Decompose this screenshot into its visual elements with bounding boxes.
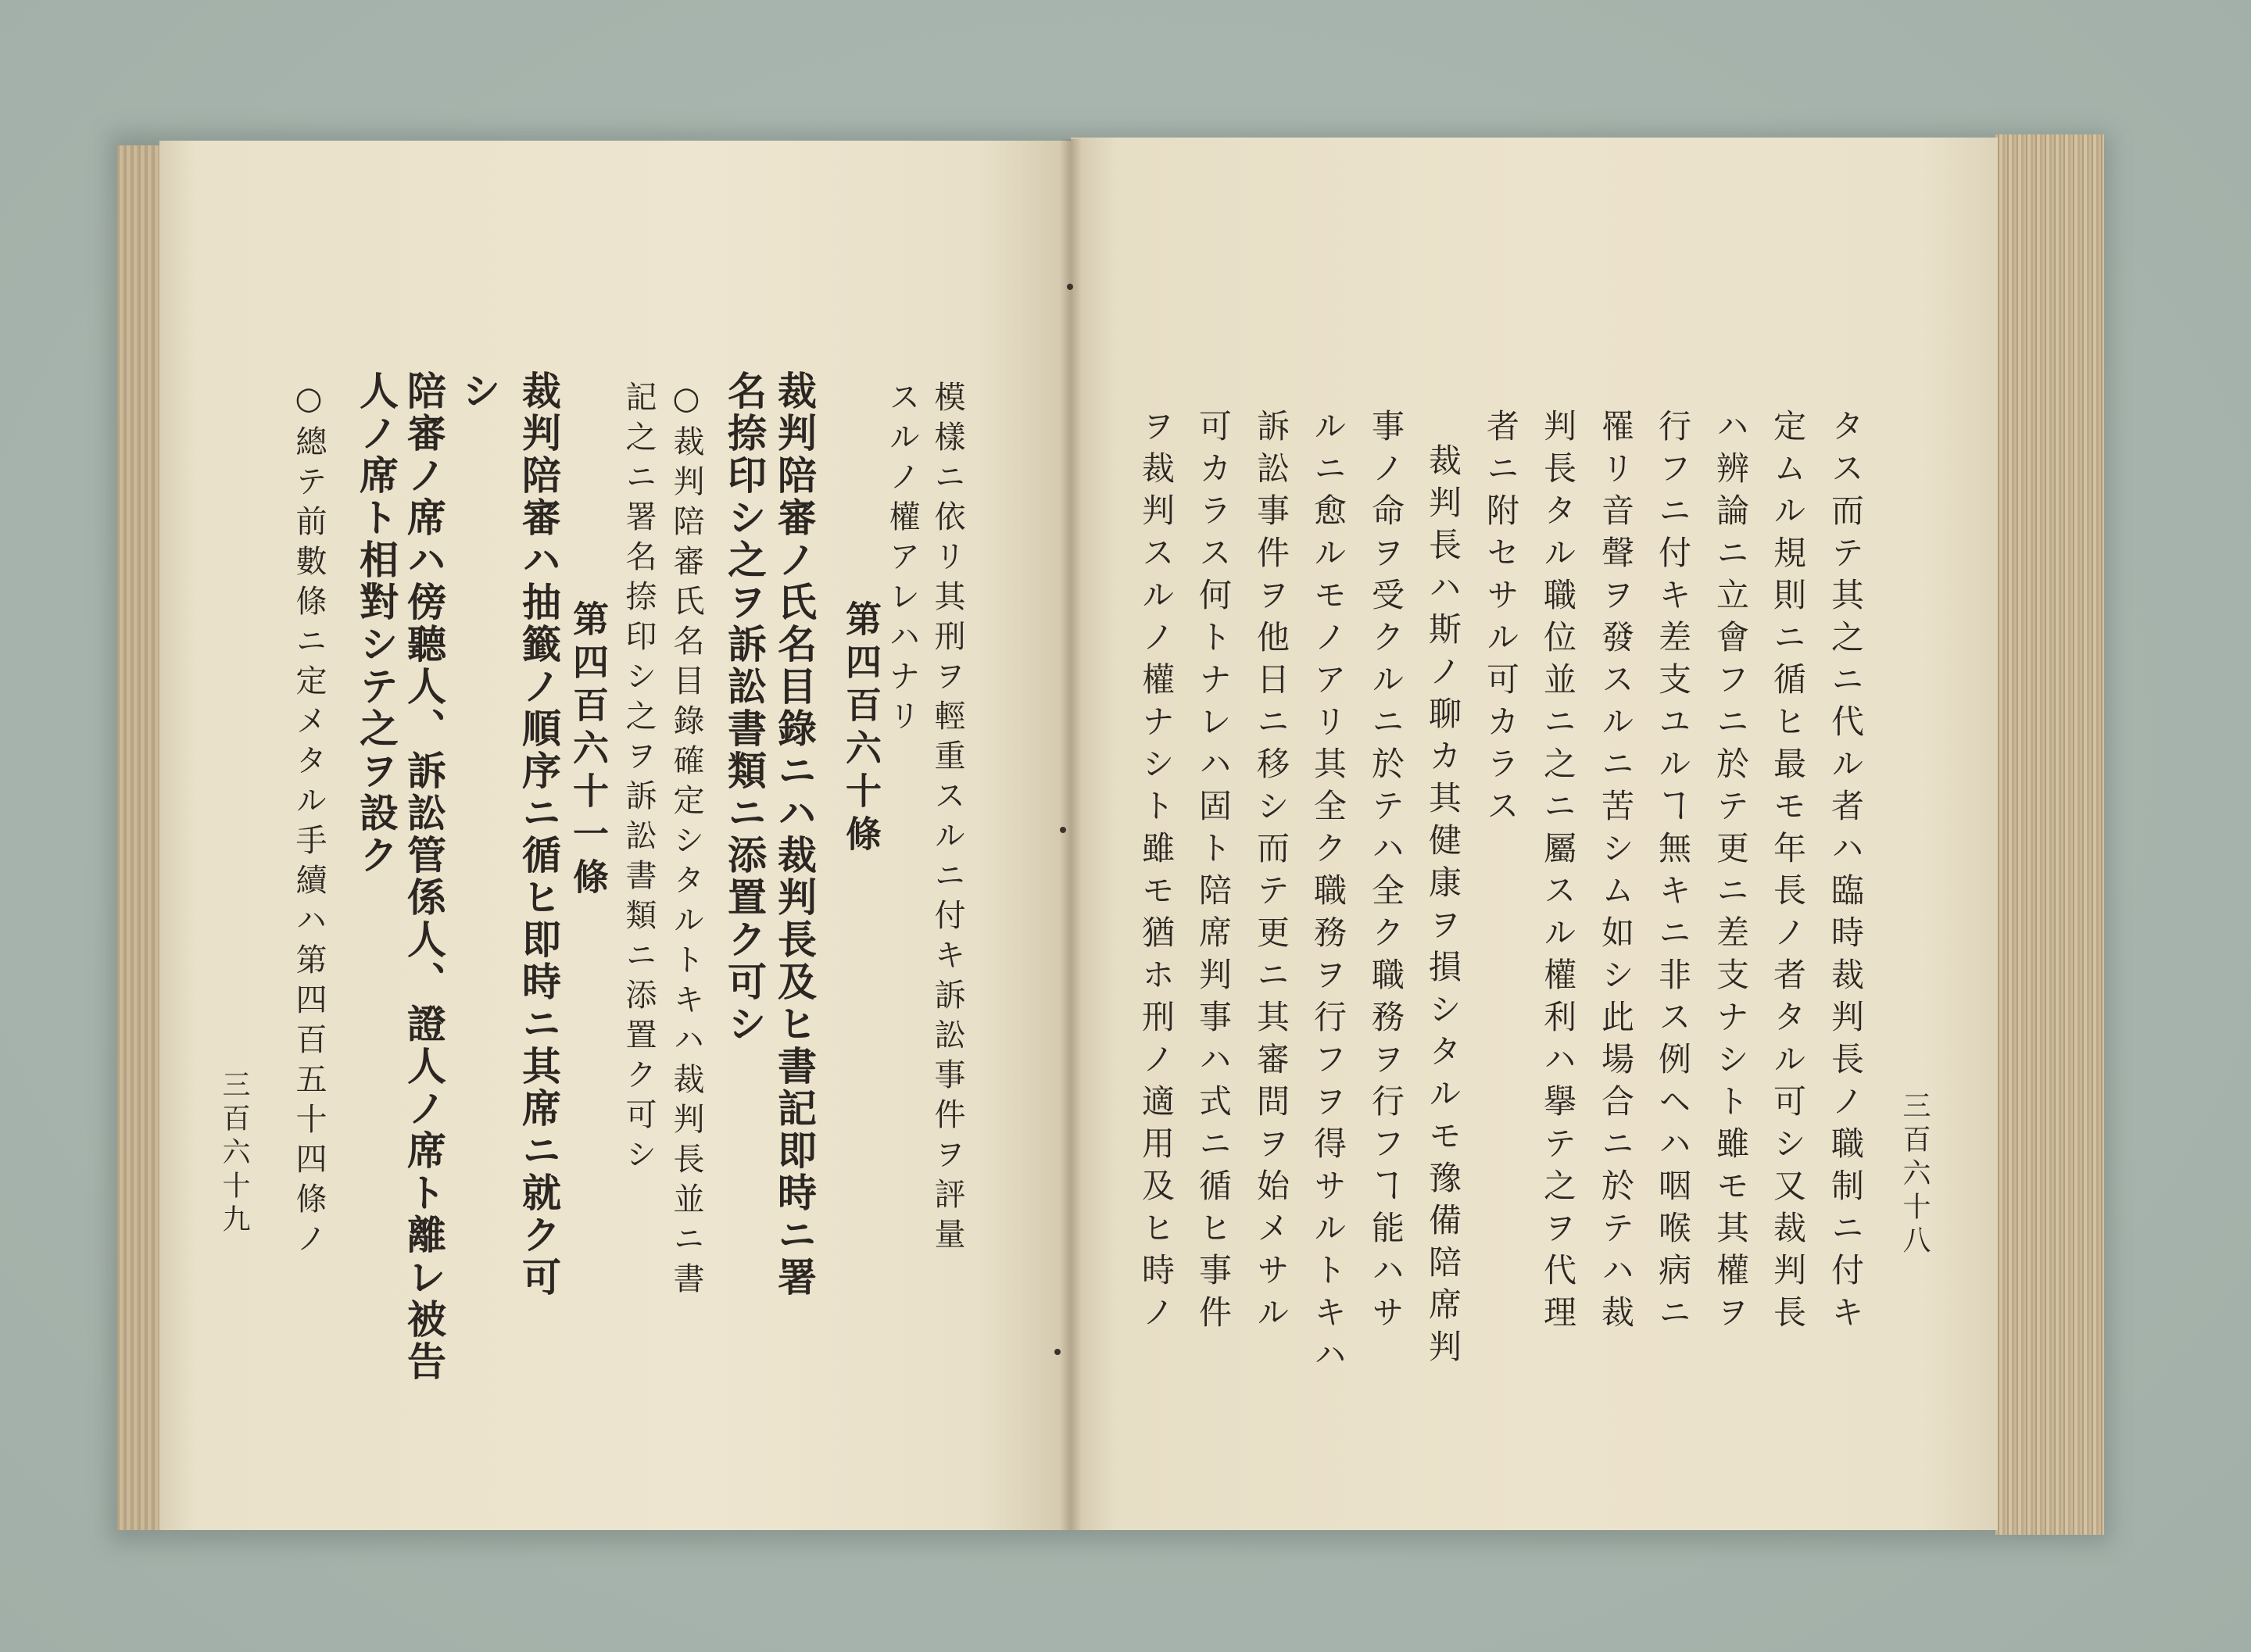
commentary-column: ○裁判陪審氏名目錄確定シタルトキハ裁判長並ニ書 <box>668 381 704 1302</box>
book-gutter <box>1060 139 1082 1530</box>
text-column: 可カラス何トナレハ固ト陪席判事ハ式ニ循ヒ事件 <box>1194 409 1233 1337</box>
page-number-right: 三百六十八 <box>1898 1091 1931 1259</box>
text-column: 判長タル職位並ニ之ニ屬スル權利ハ擧テ之ヲ代理 <box>1539 409 1577 1337</box>
text-column: ルニ愈ルモノアリ其全ク職務ヲ行フヲ得サルトキハ <box>1309 409 1347 1379</box>
page-number-left: 三百六十九 <box>218 1070 250 1238</box>
text-column: 者ニ附セサル可カラス <box>1482 409 1520 831</box>
article-text-column: 裁判陪審ノ氏名目錄ニハ裁判長及ヒ書記即時ニ署 <box>771 370 818 1299</box>
article-text-column: 陪審ノ席ハ傍聽人、訴訟管係人、證人ノ席ト離レ被告 <box>401 370 447 1383</box>
stitch-hole <box>1054 1349 1061 1355</box>
text-column: 罹リ音聲ヲ發スルニ苦シム如シ此場合ニ於テハ裁 <box>1597 409 1635 1337</box>
text-column: ヲ裁判スルノ權ナシト雖モ猶ホ刑ノ適用及ヒ時ノ <box>1137 409 1176 1337</box>
article-text-column: 裁判陪審ハ抽籤ノ順序ニ循ヒ即時ニ其席ニ就ク可 <box>516 370 562 1299</box>
text-column: タス而テ其之ニ代ル者ハ臨時裁判長ノ職制ニ付キ <box>1827 409 1865 1337</box>
text-column: ハ辨論ニ立會フニ於テ更ニ差支ナシト雖モ其權ヲ <box>1712 409 1750 1337</box>
right-page-edges <box>1995 134 2104 1535</box>
article-heading: 第四百六十條 <box>840 600 882 858</box>
commentary-column: ○總テ前數條ニ定メタル手續ハ第四百五十四條ノ <box>291 381 327 1262</box>
article-text-column: 名捺印シ之ヲ訴訟書類ニ添置ク可シ <box>721 370 768 1046</box>
text-column: 訴訟事件ヲ他日ニ移シ而テ更ニ其審問ヲ始メサル <box>1252 409 1290 1337</box>
article-heading: 第四百六十一條 <box>567 600 610 901</box>
commentary-column: 記之ニ署名捺印シ之ヲ訴訟書類ニ添置ク可シ <box>621 381 657 1178</box>
text-column-paragraph-start: 裁判長ハ斯ノ聊カ其健康ヲ損シタルモ豫備陪席判 <box>1424 443 1462 1371</box>
commentary-column: 模樣ニ依リ其刑ヲ輕重スルニ付キ訴訟事件ヲ評量 <box>929 381 965 1257</box>
text-column: 定ムル規則ニ循ヒ最モ年長ノ者タル可シ又裁判長 <box>1769 409 1807 1337</box>
left-page-edges <box>117 145 166 1530</box>
article-text-column: シ <box>456 370 502 413</box>
stitch-hole <box>1060 827 1066 833</box>
stitch-hole <box>1067 284 1073 290</box>
article-text-column: 人ノ席ト相對シテ之ヲ設ク <box>353 370 399 877</box>
commentary-column: スルノ權アレハナリ <box>884 381 920 739</box>
text-column: 事ノ命ヲ受クルニ於テハ全ク職務ヲ行フヿ能ハサ <box>1367 409 1405 1337</box>
text-column: 行フニ付キ差支ユルヿ無キニ非ス例ヘハ咽喉病ニ <box>1654 409 1692 1337</box>
